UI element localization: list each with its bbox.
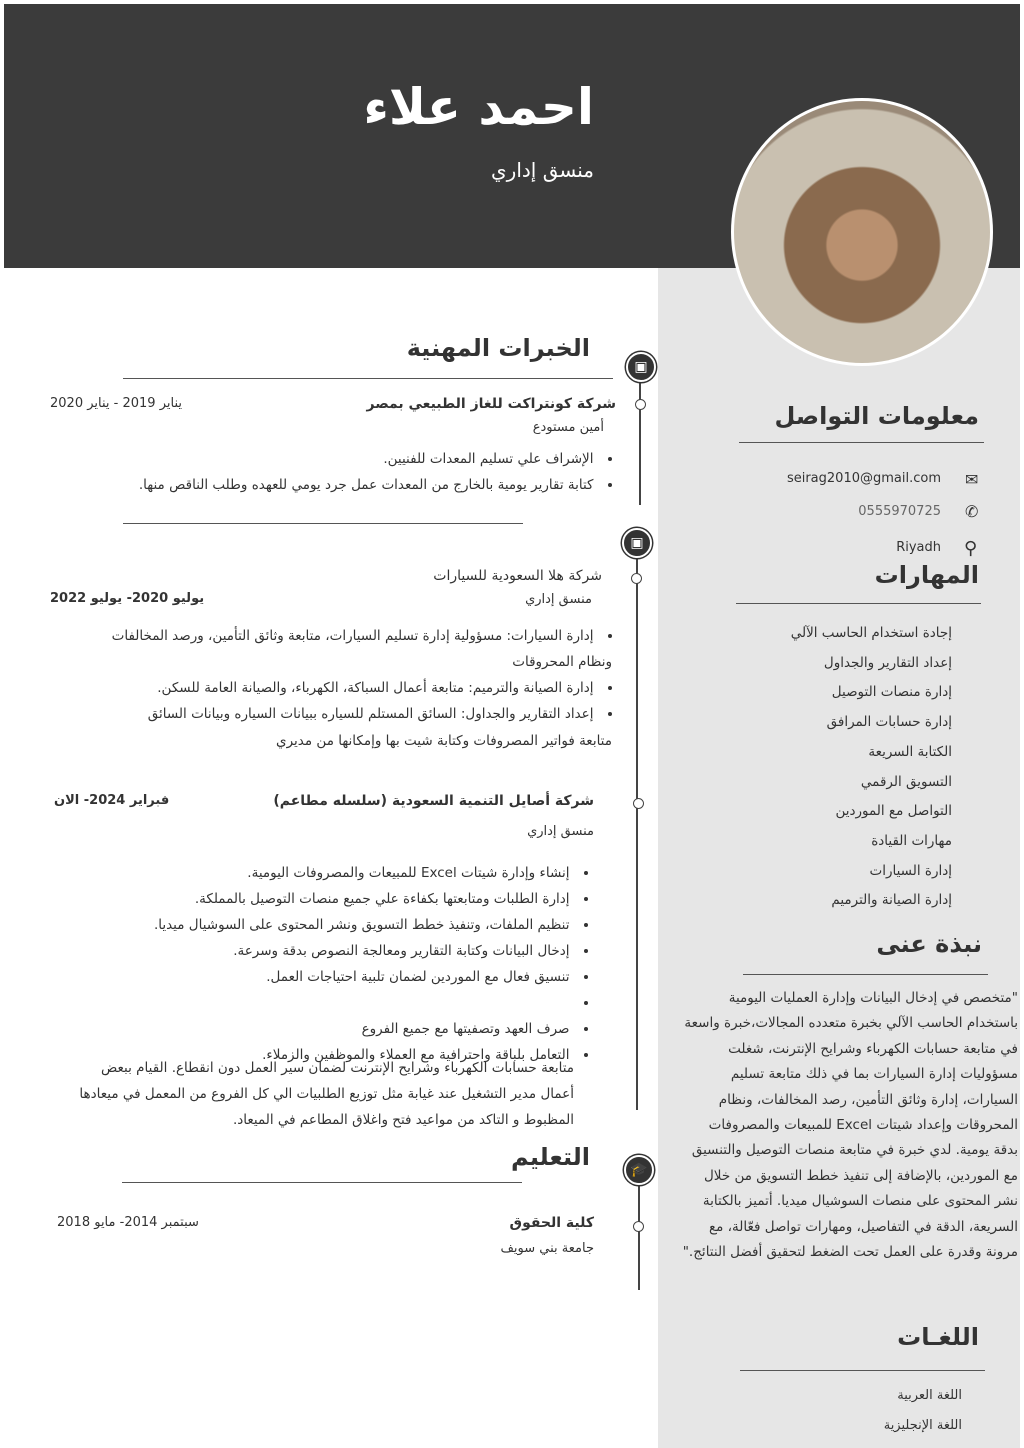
timeline-dot xyxy=(631,573,642,584)
bullet: • إدارة الصيانة والترميم: متابعة أعمال السباكة، الكهرباء، والصيانة العامة للسكن. xyxy=(95,675,612,701)
job-bullets xyxy=(70,860,588,1068)
bullet: • إدارة الطلبات ومتابعتها بكفاءة علي جميع منصات التوصيل بالمملكة. xyxy=(70,886,588,912)
bullet: • إعداد التقارير والجداول: السائق المستلم للسياره ببيانات السياره وبيانات السائق xyxy=(95,701,612,727)
education-heading: التعليم xyxy=(511,1143,590,1171)
email-text[interactable]: seirag2010@gmail.com xyxy=(786,471,941,486)
timeline-dot xyxy=(633,798,644,809)
location-pin-icon: ⚲ xyxy=(964,538,978,559)
divider xyxy=(743,974,988,975)
phone-text[interactable]: 0555970725 xyxy=(858,504,941,519)
job-role: منسق إداري xyxy=(527,824,594,839)
timeline-line xyxy=(636,545,638,1110)
divider xyxy=(122,1182,522,1183)
job-note: متابعة فواتير المصروفات وكتابة شيت بها وإمكانها من مديري xyxy=(276,733,612,749)
education-dates: سبتمبر 2014- مايو 2018 xyxy=(57,1215,199,1230)
language-item: اللغة الإنجليزية xyxy=(883,1418,962,1433)
job-role: منسق إداري xyxy=(525,592,592,607)
language-item: اللغة العربية xyxy=(897,1388,962,1403)
skill-item: إعداد التقارير والجداول xyxy=(823,654,952,671)
bullet: • الإشراف علي تسليم المعدات للفنيين. xyxy=(110,446,612,472)
envelope-icon: ✉ xyxy=(965,470,979,489)
graduation-cap-icon: 🎓 xyxy=(624,1155,654,1185)
skill-item: إجادة استخدام الحاسب الآلي xyxy=(790,625,952,641)
job-bullets xyxy=(110,446,612,498)
divider xyxy=(736,603,981,604)
profile-photo xyxy=(731,98,993,366)
company-name: شركة كونتراكت للغاز الطبيعي بمصر xyxy=(366,396,616,412)
briefcase-icon: ▣ xyxy=(622,528,652,558)
divider xyxy=(123,378,613,379)
timeline-dot xyxy=(635,399,646,410)
university-name: جامعة بني سويف xyxy=(500,1241,594,1256)
skill-item: التواصل مع الموردين xyxy=(835,803,952,820)
bullet: • صرف العهد وتصفيتها مع جميع الفروع xyxy=(70,1016,588,1042)
job-note: متابعة حسابات الكهرباء وشرايح الإنترنت لضمان سير العمل دون انقطاع. القيام ببعض أعمال مدير التشغيل عند غيابة مثل توزيع الطلبيات الي كل الفروع من المعمل في ميعادها المظبوط و التاكد من مواعيد فتح واغلاق المطاعم في الميعاد. xyxy=(79,1060,574,1128)
job-bullets xyxy=(95,623,612,727)
divider xyxy=(123,523,523,524)
bullet: • تنظيم الملفات، وتنفيذ خطط التسويق ونشر المحتوى على السوشيال ميديا. xyxy=(70,912,588,938)
divider xyxy=(740,1370,985,1371)
bullet: • إدخال البيانات وكتابة التقارير ومعالجة النصوص بدقة وسرعة. xyxy=(70,938,588,964)
languages-heading: اللغـات xyxy=(897,1323,979,1351)
bullet: • كتابة تقارير يومية بالخارج من المعدات عمل جرد يومي للعهده وطلب الناقص منها. xyxy=(110,472,612,498)
job-dates: يوليو 2020- يوليو 2022 xyxy=(50,591,205,606)
candidate-title: منسق إداري xyxy=(491,158,594,182)
about-heading: نبذة عنى xyxy=(876,930,982,958)
skill-item: إدارة السيارات xyxy=(869,862,952,879)
phone-icon: ✆ xyxy=(965,502,979,521)
briefcase-icon: ▣ xyxy=(626,352,656,382)
job-dates: يناير 2019 - يناير 2020 xyxy=(50,396,183,411)
skill-item: مهارات القيادة xyxy=(871,832,952,849)
school-name: كلية الحقوق xyxy=(509,1215,594,1231)
contact-heading: معلومات التواصل xyxy=(774,402,979,430)
job-role: أمين مستودع xyxy=(532,420,604,435)
location-text: Riyadh xyxy=(896,540,941,555)
company-name: شركة هلا السعودية للسيارات xyxy=(433,568,602,584)
bullet xyxy=(70,990,588,1016)
about-text: "متخصص في إدخال البيانات وإدارة العمليات اليومية باستخدام الحاسب الآلي بخبرة متعدده المجالات،خبرة واسعة في متابعة حسابات الكهرباء وشرايح الإنترنت، شغلت مسؤوليات إدارة السيارات بما في ذلك متابعة تسليم السيارات، إدارة وثائق التأمين، رصد المخالفات، ونظام المحروقات وإعداد شيتات Excel للمبيعات والمصروفات بدقة يومية. لدي خبرة في متابعة منصات التوصيل والتنسيق مع الموردين، بالإضافة إلى تنفيذ خطط التسويق من خلال نشر المحتوى على منصات السوشيال ميديا. أتميز بالكتابة السريعة، الدقة في التفاصيل، ومهارات تواصل فعّالة، مع مرونة وقدرة على العمل تحت الضغط لتحقيق أفضل النتائج." xyxy=(682,990,1018,1261)
skill-item: إدارة حسابات المرافق xyxy=(826,714,952,731)
skill-item: التسويق الرقمي xyxy=(860,773,952,790)
timeline-line xyxy=(639,370,641,505)
job-dates: فبراير 2024- الان xyxy=(54,793,170,808)
bullet: • تنسيق فعال مع الموردين لضمان تلبية احتياجات العمل. xyxy=(70,964,588,990)
bullet: • إنشاء وإدارة شيتات Excel للمبيعات والمصروفات اليومية. xyxy=(70,860,588,886)
experience-heading: الخبرات المهنية xyxy=(406,334,590,362)
bullet: • إدارة السيارات: مسؤولية إدارة تسليم السيارات، متابعة وثائق التأمين، ورصد المخالفات ونظام المحروقات xyxy=(95,623,612,675)
company-name: شركة أصايل التنمية السعودية (سلسله مطاعم) xyxy=(273,793,594,809)
skills-list xyxy=(791,619,952,916)
skill-item: إدارة الصيانة والترميم xyxy=(831,892,952,909)
skills-heading: المهارات xyxy=(874,561,979,589)
candidate-name: احمد علاء xyxy=(363,78,594,136)
bullet: • التعامل بلباقة واحترافية مع العملاء والموظفين والزملاء. xyxy=(70,1042,588,1068)
skill-item: إدارة منصات التوصيل xyxy=(831,684,952,701)
timeline-dot xyxy=(633,1221,644,1232)
divider xyxy=(739,442,984,443)
skill-item: الكتابة السريعة xyxy=(868,743,952,760)
